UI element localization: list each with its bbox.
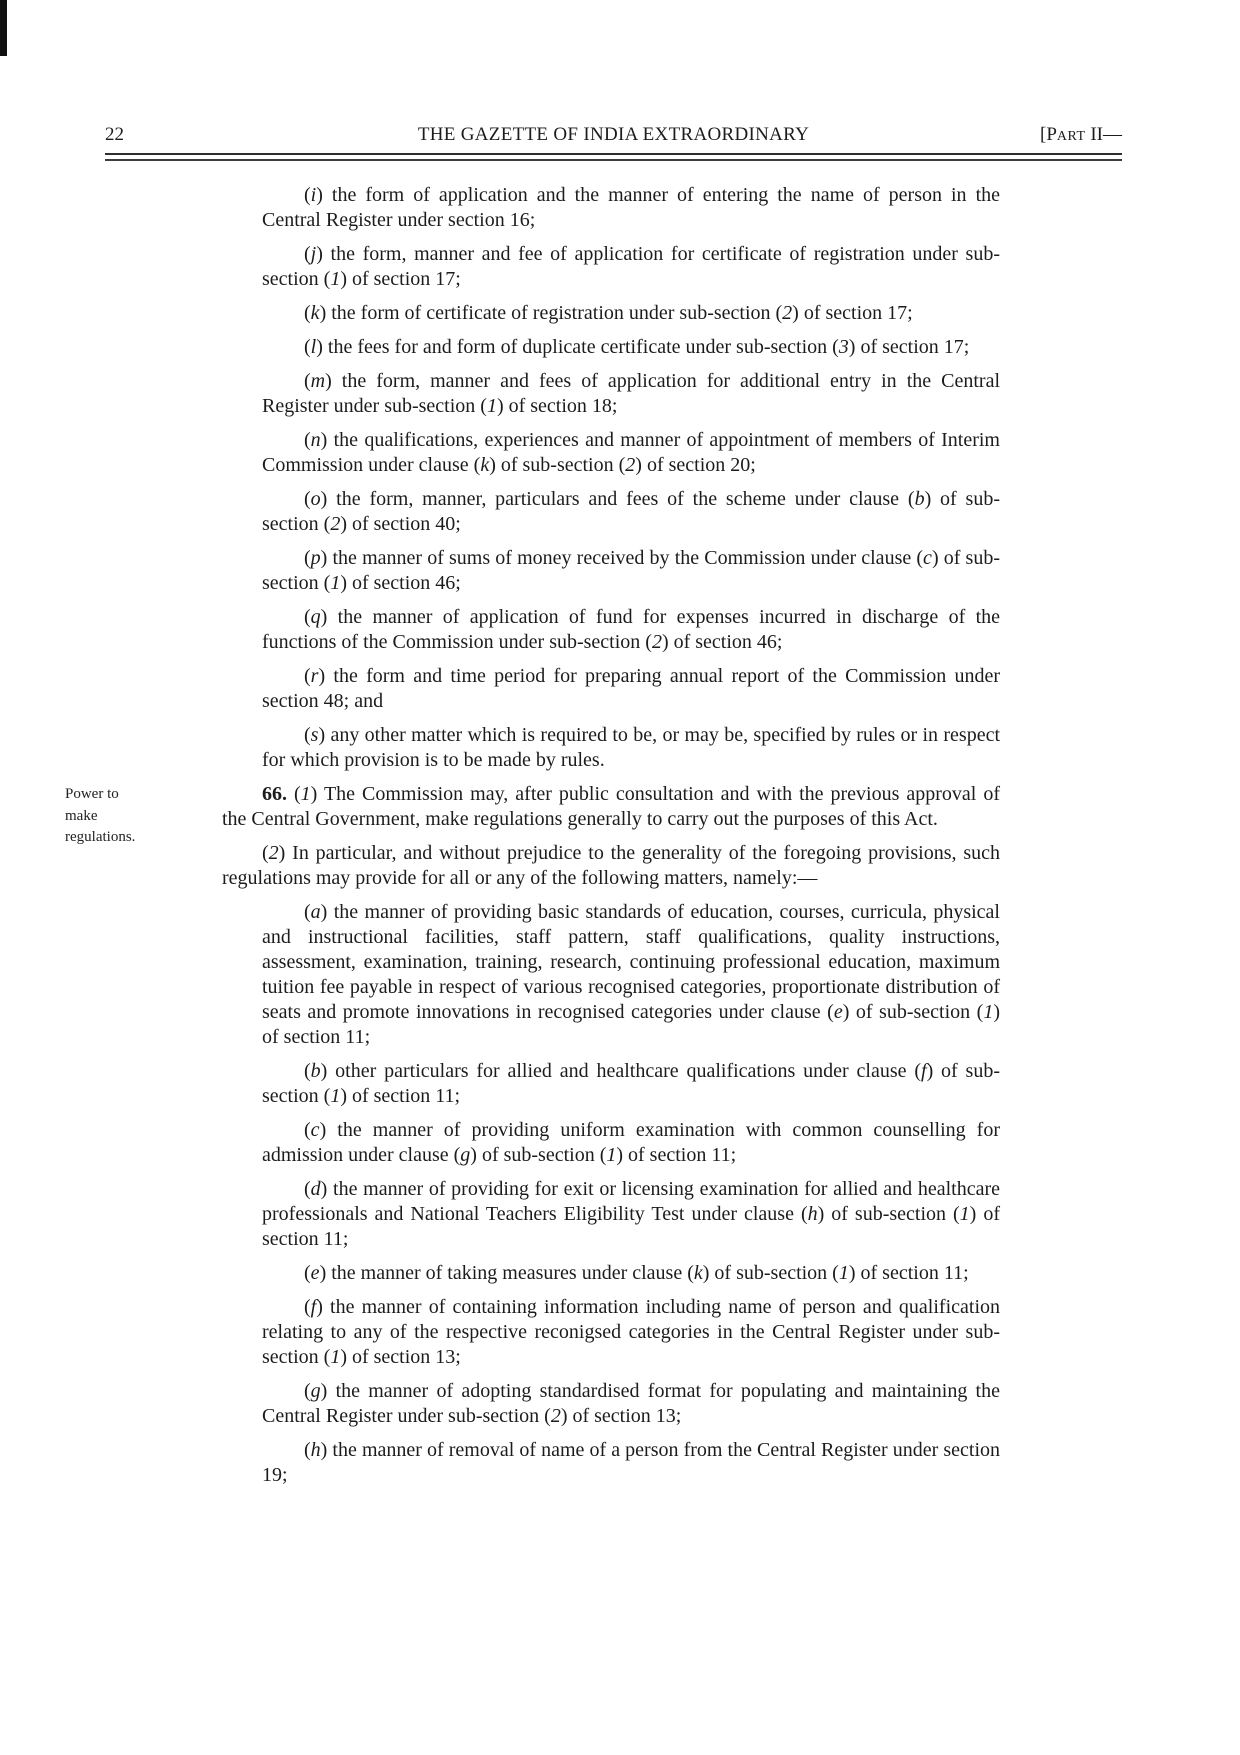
clause-letter: d [310, 1178, 321, 1200]
clause-o: (o) the form, manner, particulars and fees of the scheme under clause (b) of sub-section (2) of section 40; [262, 488, 1000, 535]
clause-k: (k) the form of certificate of registration under sub-section (2) of section 17; [304, 302, 913, 324]
clause-m: (m) the form, manner and fees of application for additional entry in the Central Register under sub-section (1) of section 18; [262, 370, 1000, 417]
scan-artifact-mark [0, 0, 7, 56]
clause-letter: f [310, 1296, 317, 1318]
part-prefix: [P [1040, 124, 1057, 145]
margin-note-line: Power to [65, 786, 119, 802]
clause-letter: g [310, 1380, 321, 1402]
clause-s: (s) any other matter which is required to be, or may be, specified by rules or in respect for which provision is to be made by rules. [262, 724, 1000, 771]
part-suffix: II— [1085, 124, 1122, 145]
page-number: 22 [105, 124, 124, 145]
margin-note-line: regulations. [65, 829, 136, 845]
clause-e: (e) the manner of taking measures under clause (k) of sub-section (1) of section 11; [304, 1262, 969, 1284]
clause-n: (n) the qualifications, experiences and manner of appointment of members of Interim Commission under clause (k) of sub-section (2) of section 20; [262, 429, 1000, 476]
clause-p: (p) the manner of sums of money received by the Commission under clause (c) of sub-section (1) of section 46; [262, 547, 1001, 594]
clause-letter: p [310, 547, 321, 569]
section-66-subsection-1: 66. (1) The Commission may, after public consultation and with the previous approval of the Central Government, make regulations generally to carry out the purposes of this Act. Power to make regulations. [222, 782, 1000, 832]
clause-d: (d) the manner of providing for exit or licensing examination for allied and healthcare professionals and National Teachers Eligibility Test under clause (h) of sub-section (1) of section 11; [262, 1178, 1000, 1250]
clause-letter: i [310, 184, 317, 206]
clause-letter: b [310, 1060, 321, 1082]
clause-letter: h [310, 1439, 321, 1461]
clause-letter: k [310, 302, 320, 324]
section-66-subsection-2: (2) In particular, and without prejudice to the generality of the foregoing provisions, such regulations may provide for all or any of the following matters, namely:— [222, 842, 1000, 889]
clause-letter: s [310, 724, 319, 746]
clause-letter: j [310, 243, 317, 265]
part-label [1002, 124, 1122, 146]
clause-letter: l [310, 336, 317, 358]
clause-letter: o [310, 488, 321, 510]
clause-j: (j) the form, manner and fee of application for certificate of registration under sub-section (1) of section 17; [262, 243, 1000, 290]
clause-letter: r [310, 665, 319, 687]
clause-h: (h) the manner of removal of name of a person from the Central Register under section 19; [262, 1439, 1000, 1486]
clause-b: (b) other particulars for allied and healthcare qualifications under clause (f) of sub-section (1) of section 11; [262, 1060, 1000, 1107]
act-text-column [65, 183, 1001, 1488]
clause-g: (g) the manner of adopting standardised format for populating and maintaining the Central Register under sub-section (2) of section 13; [262, 1380, 1000, 1427]
margin-note-power-to-make-regulations [65, 784, 185, 849]
clause-l: (l) the fees for and form of duplicate certificate under sub-section (3) of section 17; [304, 336, 970, 358]
clause-letter: a [310, 901, 321, 923]
clause-f: (f) the manner of containing information including name of person and qualification relating to any of the respective reconigsed categories in the Central Register under sub-section (1) of section 13; [262, 1296, 1000, 1368]
part-smallcaps: ART [1056, 129, 1086, 144]
clause-letter: m [310, 370, 326, 392]
header-double-rule [105, 153, 1122, 161]
clause-letter: q [310, 606, 321, 628]
clause-i: (i) the form of application and the manner of entering the name of person in the Central Register under section 16; [262, 184, 1000, 231]
clause-c: (c) the manner of providing uniform examination with common counselling for admission under clause (g) of sub-section (1) of section 11; [262, 1119, 1000, 1166]
margin-note-line: make [65, 807, 98, 824]
page-header [105, 124, 1122, 146]
clause-letter: c [310, 1119, 320, 1141]
clause-r: (r) the form and time period for preparing annual report of the Commission under section 48; and [262, 665, 1000, 712]
clause-a: (a) the manner of providing basic standards of education, courses, curricula, physical and instructional facilities, staff pattern, staff qualifications, quality instructions, assessment, examination, training, research, continuing professional education, maximum tuition fee payable in respect of various recognised categories, proportionate distribution of seats and promote innovations in recognised categories under clause (e) of sub-section (1) of section 11; [262, 901, 1001, 1048]
clause-letter: e [310, 1262, 320, 1284]
gazette-title: THE GAZETTE OF INDIA EXTRAORDINARY [417, 124, 810, 145]
clause-letter: n [310, 429, 321, 451]
clause-q: (q) the manner of application of fund for expenses incurred in discharge of the functions of the Commission under sub-section (2) of section 46; [262, 606, 1000, 653]
